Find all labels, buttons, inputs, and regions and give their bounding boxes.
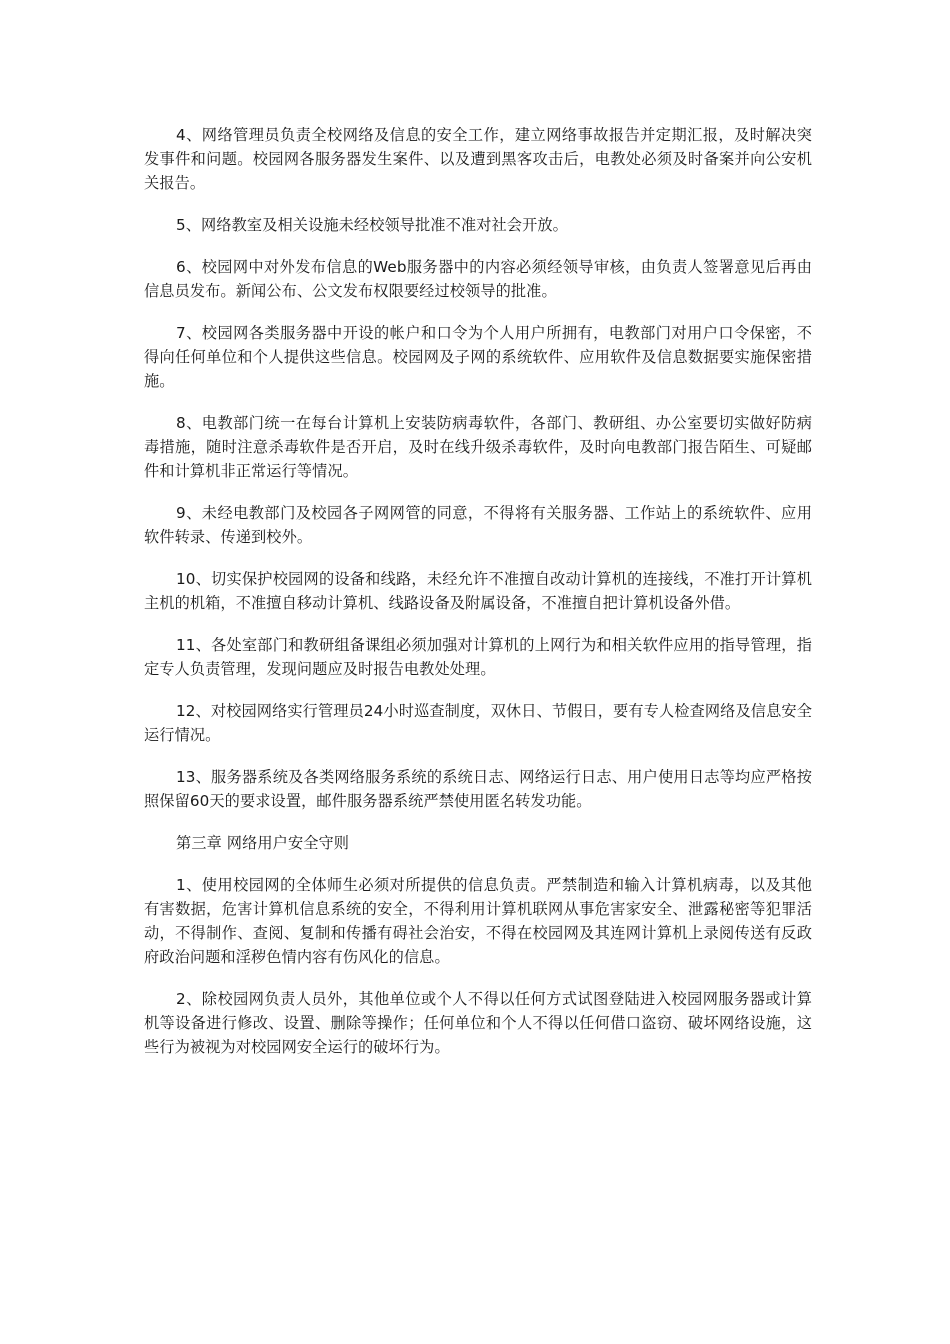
paragraph-rule-7: 7、校园网各类服务器中开设的帐户和口令为个人用户所拥有，电教部门对用户口令保密，不得向任何单位和个人提供这些信息。校园网及子网的系统软件、应用软件及信息数据要实施保密措施。 <box>144 324 812 390</box>
paragraph-rule-8: 8、电教部门统一在每台计算机上安装防病毒软件，各部门、教研组、办公室要切实做好防病毒措施，随时注意杀毒软件是否开启，及时在线升级杀毒软件，及时向电教部门报告陌生、可疑邮件和计算机非正常运行等情况。 <box>144 414 812 480</box>
paragraph-rule-5: 5、网络教室及相关设施未经校领导批准不准对社会开放。 <box>176 216 568 234</box>
document-body <box>144 123 812 1077</box>
paragraph-rule-13: 13、服务器系统及各类网络服务系统的系统日志、网络运行日志、用户使用日志等均应严格按照保留60天的要求设置，邮件服务器系统严禁使用匿名转发功能。 <box>144 768 812 810</box>
paragraph-rule-4: 4、网络管理员负责全校网络及信息的安全工作，建立网络事故报告并定期汇报，及时解决突发事件和问题。校园网各服务器发生案件、以及遭到黑客攻击后，电教处必须及时备案并向公安机关报告。 <box>144 126 812 192</box>
paragraph-user-rule-1: 1、使用校园网的全体师生必须对所提供的信息负责。严禁制造和输入计算机病毒，以及其他有害数据，危害计算机信息系统的安全，不得利用计算机联网从事危害家安全、泄露秘密等犯罪活动，不得制作、查阅、复制和传播有碍社会治安，不得在校园网及其连网计算机上录阅传送有反政府政治问题和淫秽色情内容有伤风化的信息。 <box>144 876 812 966</box>
chapter-heading: 第三章 网络用户安全守则 <box>176 834 350 852</box>
paragraph-rule-6: 6、校园网中对外发布信息的Web服务器中的内容必须经领导审核，由负责人签署意见后再由信息员发布。新闻公布、公文发布权限要经过校领导的批准。 <box>144 258 812 300</box>
paragraph-user-rule-2: 2、除校园网负责人员外，其他单位或个人不得以任何方式试图登陆进入校园网服务器或计算机等设备进行修改、设置、删除等操作；任何单位和个人不得以任何借口盗窃、破坏网络设施，这些行为被视为对校园网安全运行的破坏行为。 <box>144 990 812 1056</box>
paragraph-rule-12: 12、对校园网络实行管理员24小时巡查制度，双休日、节假日，要有专人检查网络及信息安全运行情况。 <box>144 702 812 744</box>
paragraph-rule-9: 9、未经电教部门及校园各子网网管的同意，不得将有关服务器、工作站上的系统软件、应用软件转录、传递到校外。 <box>144 504 812 546</box>
paragraph-rule-11: 11、各处室部门和教研组备课组必须加强对计算机的上网行为和相关软件应用的指导管理，指定专人负责管理，发现问题应及时报告电教处处理。 <box>144 636 812 678</box>
paragraph-rule-10: 10、切实保护校园网的设备和线路，未经允许不准擅自改动计算机的连接线，不准打开计算机主机的机箱，不准擅自移动计算机、线路设备及附属设备，不准擅自把计算机设备外借。 <box>144 570 812 612</box>
